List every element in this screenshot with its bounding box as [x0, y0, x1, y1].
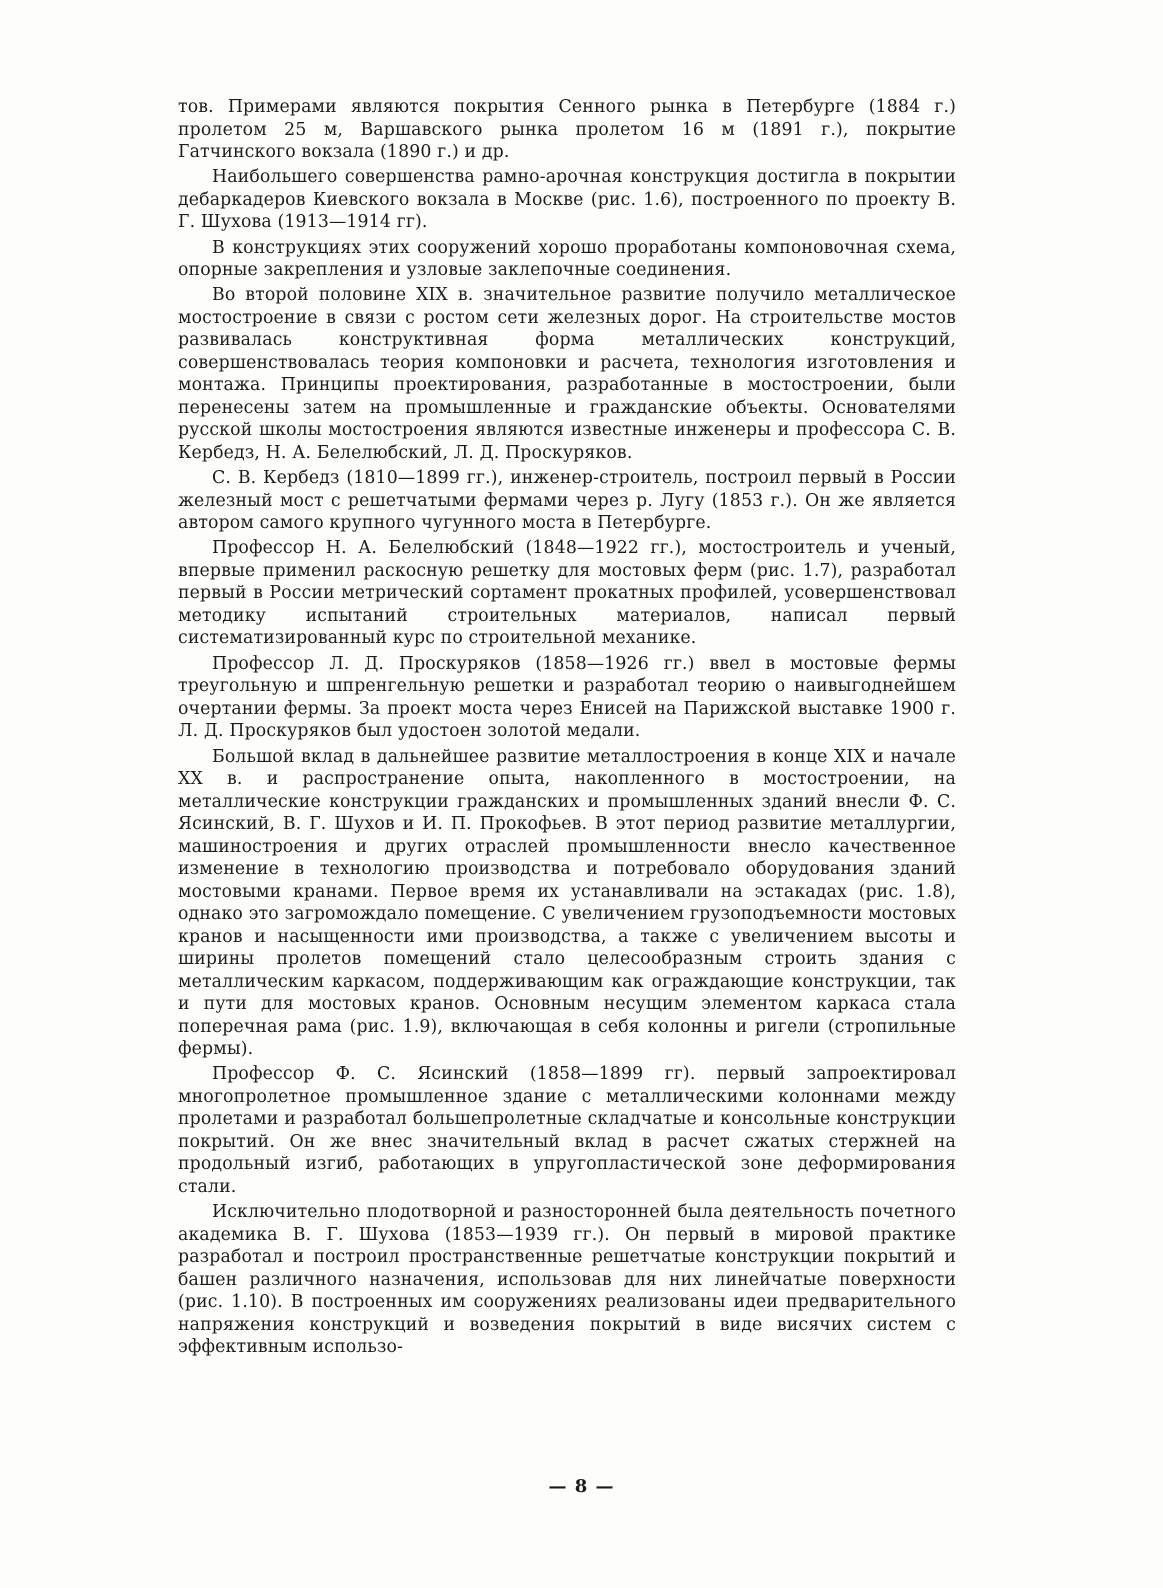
- body-text: [178, 96, 956, 1361]
- paragraph-contribution: Большой вклад в дальнейшее развитие металлостроения в конце XIX и начале XX в. и распространение опыта, накопленного в мостостроении, на металлические конструкции гражданских и промышленных зданий внесли Ф. С. Ясинский, В. Г. Шухов и И. П. Прокофьев. В этот период развитие металлургии, машиностроения и других отраслей промышленности внесло качественное изменение в технологию производства и потребовало оборудования зданий мостовыми кранами. Первое время их устанавливали на эстакадах (рис. 1.8), однако это загромождало помещение. С увеличением грузоподъемности мостовых кранов и насыщенности ими производства, а также с увеличением высоты и ширины пролетов помещений стало целесообразным строить здания с металлическим каркасом, поддерживающим как ограждающие конструкции, так и пути для мостовых кранов. Основным несущим элементом каркаса стала поперечная рама (рис. 1.9), включающая в себя колонны и ригели (стропильные фермы).: [178, 746, 956, 1060]
- paragraph-proskuryakov: Профессор Л. Д. Проскуряков (1858—1926 гг.) ввел в мостовые фермы треугольную и шпренгельную решетки и разработал теорию о наивыгоднейшем очертании фермы. За проект моста через Енисей на Парижской выставке 1900 г. Л. Д. Проскуряков был удостоен золотой медали.: [178, 653, 956, 742]
- paragraph-kiev-station: Наибольшего совершенства рамно-арочная конструкция достигла в покрытии дебаркадеров Киевского вокзала в Москве (рис. 1.6), построенного по проекту В. Г. Шухова (1913—1914 гг).: [178, 167, 956, 233]
- page-number: — 8 —: [548, 1476, 615, 1497]
- paragraph-shukhov: Исключительно плодотворной и разносторонней была деятельность почетного академика В. Г. Шухова (1853—1939 гг.). Он первый в мировой практике разработал и построил пространственные решетчатые конструкции покрытий и башен различного назначения, использовав для них линейчатые поверхности (рис. 1.10). В построенных им сооружениях реализованы идеи предварительного напряжения конструкций и возведения покрытий в виде висячих систем с эффективным использо-: [178, 1202, 956, 1358]
- paragraph-continuation: тов. Примерами являются покрытия Сенного рынка в Петербурге (1884 г.) пролетом 25 м, Варшавского рынка пролетом 16 м (1891 г.), покрытие Гатчинского вокзала (1890 г.) и др.: [178, 97, 956, 162]
- paragraph-yasinsky: Профессор Ф. С. Ясинский (1858—1899 гг). первый запроектировал многопролетное промышленное здание с металлическими колоннами между пролетами и разработал большепролетные складчатые и консольные конструкции покрытий. Он же внес значительный вклад в расчет сжатых стержней на продольный изгиб, работающих в упругопластической зоне деформирования стали.: [178, 1064, 956, 1197]
- paragraph-structures: В конструкциях этих сооружений хорошо проработаны компоновочная схема, опорные закрепления и узловые заклепочные соединения.: [178, 237, 956, 281]
- paragraph-bridge-building: Во второй половине XIX в. значительное развитие получило металлическое мостостроение в связи с ростом сети железных дорог. На строительстве мостов развивалась конструктивная форма металлических конструкций, совершенствовалась теория компоновки и расчета, технология изготовления и монтажа. Принципы проектирования, разработанные в мостостроении, были перенесены затем на промышленные и гражданские объекты. Основателями русской школы мостостроения являются известные инженеры и профессора С. В. Кербедз, Н. А. Белелюбский, Л. Д. Проскуряков.: [178, 285, 956, 463]
- paragraph-belelyubsky: Профессор Н. А. Белелюбский (1848—1922 гг.), мостостроитель и ученый, впервые применил раскосную решетку для мостовых ферм (рис. 1.7), разработал первый в России метрический сортамент прокатных профилей, усовершенствовал методику испытаний строительных материалов, написал первый систематизированный курс по строительной механике.: [178, 538, 956, 649]
- paragraph-kerbedz: С. В. Кербедз (1810—1899 гг.), инженер-строитель, построил первый в России железный мост с решетчатыми фермами через р. Лугу (1853 г.). Он же является автором самого крупного чугунного моста в Петербурге.: [178, 468, 956, 534]
